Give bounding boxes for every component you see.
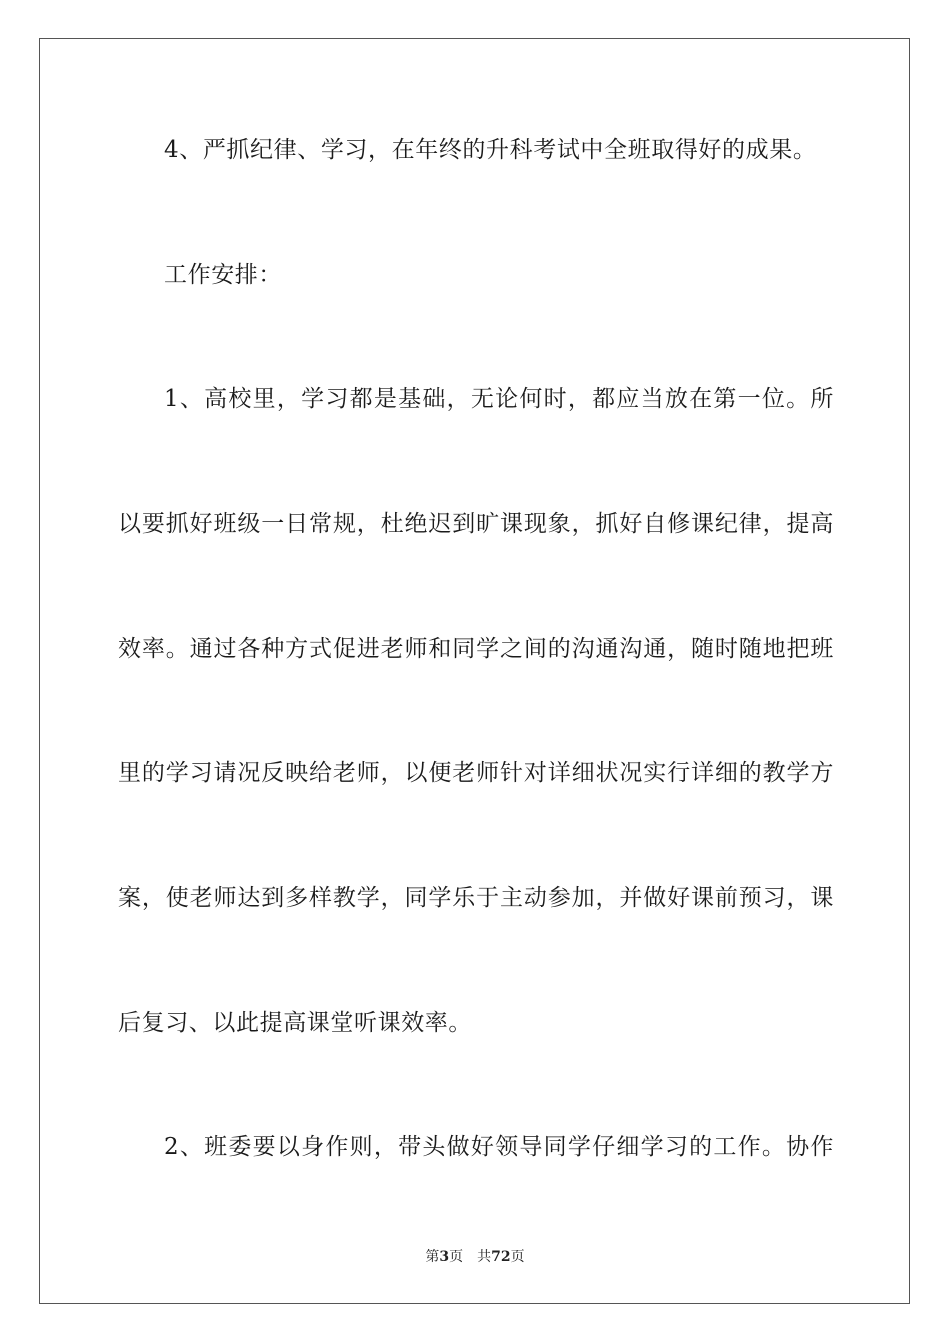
paragraph-line: 以要抓好班级一日常规，杜绝迟到旷课现象，抓好自修课纪律，提高 — [118, 511, 834, 537]
page-frame — [39, 38, 910, 1304]
page-prefix: 第 — [425, 1249, 440, 1265]
paragraph-line: 4、严抓纪律、学习，在年终的升科考试中全班取得好的成果。 — [164, 137, 817, 163]
page-footer — [0, 1248, 950, 1266]
paragraph-line: 案，使老师达到多样教学，同学乐于主动参加，并做好课前预习，课 — [118, 885, 834, 911]
paragraph-line: 1、高校里，学习都是基础，无论何时，都应当放在第一位。所 — [164, 386, 834, 412]
total-prefix: 共 — [477, 1249, 492, 1265]
paragraph-line: 效率。通过各种方式促进老师和同学之间的沟通沟通，随时随地把班 — [118, 636, 834, 662]
section-heading: 工作安排： — [164, 262, 282, 288]
total-suffix: 页 — [510, 1249, 525, 1265]
paragraph-line: 后复习、以此提高课堂听课效率。 — [118, 1010, 472, 1036]
paragraph-line: 2、班委要以身作则，带头做好领导同学仔细学习的工作。协作 — [164, 1134, 834, 1160]
total-pages: 72 — [491, 1249, 511, 1265]
page-number: 3 — [439, 1249, 450, 1265]
paragraph-line: 里的学习请况反映给老师，以便老师针对详细状况实行详细的教学方 — [118, 760, 834, 786]
page-suffix: 页 — [449, 1249, 464, 1265]
